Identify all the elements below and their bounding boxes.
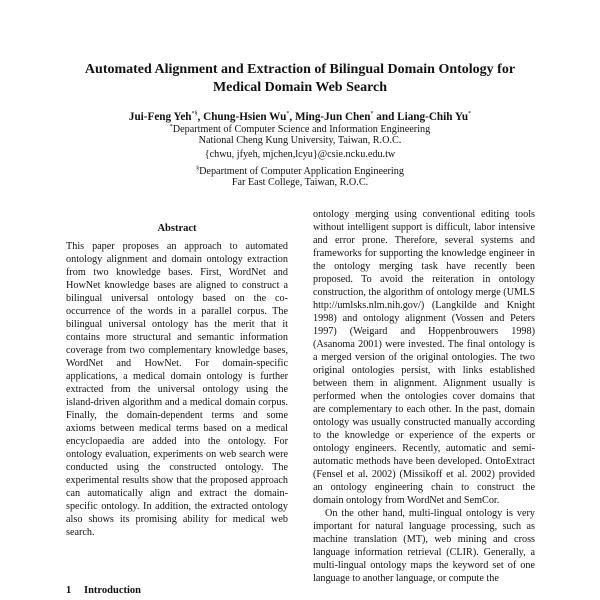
affiliation-department: Department of Computer Science and Information Engineering [172,124,431,135]
affiliation-university: National Cheng Kung University, Taiwan, R.O.C. [198,135,402,146]
author-list: Jui-Feng Yeh*§, Chung-Hsien Wu*, Ming-Jun Chen* and Liang-Chih Yu* [128,111,472,123]
author-name: Chung-Hsien Wu [203,111,287,123]
section-number: 1 [66,585,72,596]
affiliation-department: Department of Computer Application Engineering [199,166,404,177]
section-title: Introduction [84,585,141,596]
affiliation-line [60,121,540,136]
abstract-column [66,240,288,539]
author-mark: *§ [191,111,198,117]
author-mark: * [370,111,374,117]
affiliation-mark: * [169,124,173,130]
affiliation-email: {chwu, jfyeh, mjchen,lcyu}@csie.ncku.edu.tw [204,149,396,160]
body-right-column [313,208,535,585]
body-paragraph: On the other hand, multi-lingual ontology is very important for natural language processing, such as machine translation (MT), web mining and cross language information retrieval (CLIR). Generally, a multi-lingual ontology maps the keyword set of one language to another language, or compute the [313,508,535,584]
abstract-text: This paper proposes an approach to automated ontology alignment and domain ontology extraction from two knowledge bases. First, WordNet and HowNet knowledge bases are aligned to construct a bilingual universal ontology based on the co-occurrence of the words in a parallel corpus. The bilingual universal ontology has the merit that it contains more structural and semantic information coverage from two complementary knowledge bases, WordNet and HowNet. For domain-specific applications, a medical domain ontology is further extracted from the universal ontology using the island-driven algorithm and a medical domain corpus. Finally, the domain-dependent terms and some axioms between medical terms based on a medical encyclopaedia are added into the ontology. For ontology evaluation, experiments on web search were conducted using the constructed ontology. The experimental results show that the proposed approach can automatically align and extract the domain-specific ontology. In addition, the extracted ontology also shows its promising ability for medical web search. [66,241,288,538]
author-name: Liang-Chih Yu [397,111,469,123]
author-name: Ming-Jun Chen [294,111,371,123]
affiliation-college: Far East College, Taiwan, R.O.C. [231,177,369,188]
section-heading [66,584,141,597]
abstract-heading: Abstract [157,223,197,234]
body-paragraph: ontology merging using conventional editing tools without intelligent support is difficult, labor intensive and error prone. Therefore, several systems and frameworks for supporting the knowledge engineer in the ontology merging task have recently been proposed. To avoid the reiteration in ontology construction, the algorithm of ontology merge (UMLS http://umlsks.nlm.nih.gov/) (Langkilde and Knight 1998) and ontology alignment (Vossen and Peters 1997) (Weigard and Hoppenbrouwers 1998) (Asanoma 2001) were invested. The final ontology is a merged version of the original ontologies. The two original ontologies persist, with links established between them in alignment. Alignment usually is performed when the ontologies cover domains that are complementary to each other. In the past, domain ontology was usually constructed manually according to the knowledge or experience of the experts or ontology engineers. Recently, automatic and semi-automatic methods have been developed. OntoExtract (Fensel et al. 2002) (Missikoff et al. 2002) provided an ontology engineering chain to construct the domain ontology from WordNet and SemCor. [313,209,535,506]
author-name: Jui-Feng Yeh [128,111,192,123]
paper-title: Automated Alignment and Extraction of Bilingual Domain Ontology for Medical Domain Web Search [84,62,516,95]
author-mark: * [286,111,290,117]
affiliation-mark: § [196,166,200,172]
author-mark: * [468,111,472,117]
affiliation-line [60,163,540,178]
